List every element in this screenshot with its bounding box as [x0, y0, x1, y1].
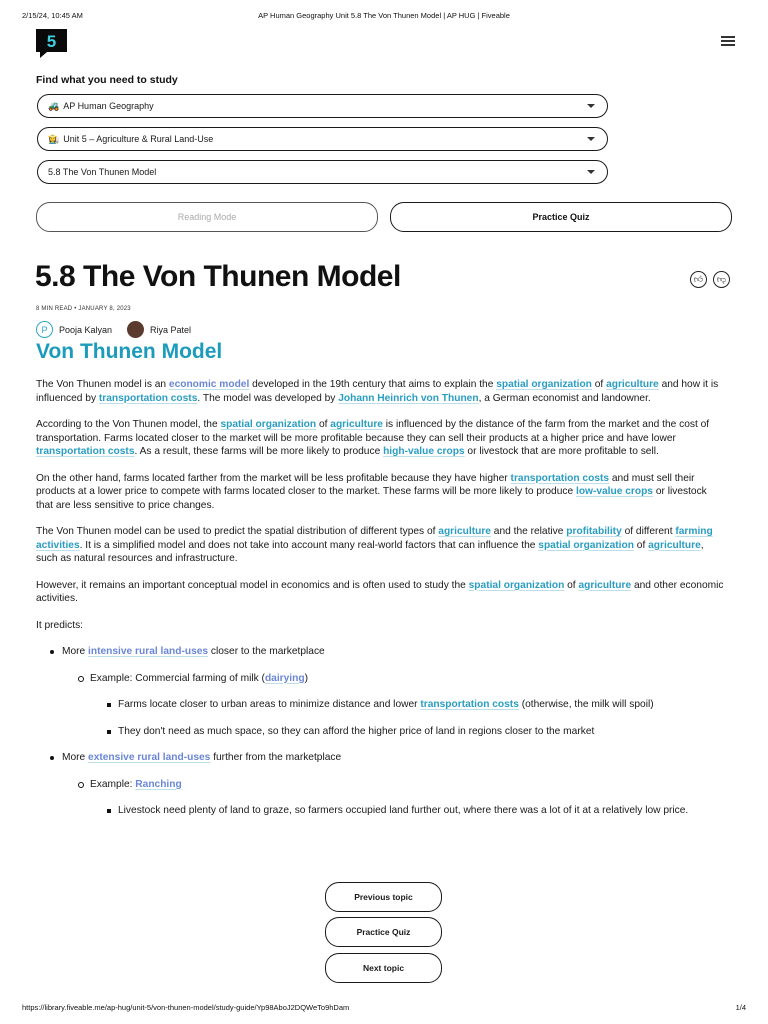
print-url: https://library.fiveable.me/ap-hug/unit-5/von-thunen-model/study-guide/Yp98AboJ2DQWeTo9hDam [22, 1003, 350, 1012]
paragraph: The Von Thunen model can be used to predict the spatial distribution of different types of agriculture and the relative profitability of different farming activities. It is a simplified model and does not take into account many real-world factors that can influence the spatial organization of agriculture, such as natural resources and infrastructure. [36, 526, 713, 564]
keyword-link[interactable]: economic model [168, 379, 250, 390]
article-meta: 8 MIN READ • JANUARY 8, 2023 [36, 306, 131, 312]
logo-text: 5 [46, 32, 57, 51]
keyword-link[interactable]: transportation costs [510, 472, 610, 484]
next-topic-button[interactable]: Next topic [325, 953, 442, 983]
print-footer [0, 1003, 768, 1015]
keyword-link[interactable]: profitability [566, 526, 622, 537]
keyword-link[interactable]: transportation costs [36, 446, 135, 457]
paragraph: According to the Von Thunen model, the spatial organization of agriculture is influenced by the distance of the farm from the market and the cost of transportation. Farms located closer to the market will be more profitable because they can sell their products at a higher price and have lower transportation costs. As a result, these farms will be more likely to produce high-value crops or livestock that are more profitable to sell. [36, 419, 710, 457]
keyword-link[interactable]: spatial organization [220, 419, 317, 430]
paragraph: The Von Thunen model is an economic model developed in the 19th century that aims to explain the spatial organization of agriculture and how it is influenced by transportation costs. The model was developed by Johann Heinrich von Thunen, a German economist and landowner. [36, 379, 719, 404]
keyword-link[interactable]: dairying [264, 672, 305, 684]
print-page-number: 1/4 [735, 1003, 746, 1012]
keyword-link[interactable]: agriculture [578, 579, 632, 591]
avatar [127, 321, 144, 338]
tractor-icon: 🚜 [48, 100, 60, 111]
list-item: Farms locate closer to urban areas to minimize distance and lower transportation costs (otherwise, the milk will spoil) [36, 698, 726, 712]
keyword-link[interactable]: high-value crops [383, 446, 465, 457]
paragraph: On the other hand, farms located farther from the market will be less profitable because they have higher transportation costs and must sell their products at a lower price to compete with farms located closer to the market. These farms will be more likely to produce low-value crops or livestock that are less sensitive to price changes. [36, 472, 707, 511]
keyword-link[interactable]: Ranching [135, 778, 182, 790]
unit-select-value: Unit 5 – Agriculture & Rural Land-Use [63, 134, 214, 144]
keyword-link[interactable]: spatial organization [496, 379, 592, 390]
prediction-list [36, 645, 726, 818]
keyword-link[interactable]: spatial organization [538, 539, 634, 551]
chevron-down-icon [587, 170, 595, 174]
print-header [0, 11, 768, 23]
unit-select[interactable] [37, 127, 608, 151]
paragraph: It predicts: [36, 619, 83, 631]
subject-select[interactable] [37, 94, 608, 118]
keyword-link[interactable]: transportation costs [98, 392, 198, 404]
chevron-down-icon [587, 104, 595, 108]
list-item: Example: Commercial farming of milk (dairying) [36, 672, 726, 686]
page-title: 5.8 The Von Thunen Model [35, 260, 401, 293]
list-item: More extensive rural land-uses further from the marketplace [36, 751, 726, 765]
author-name: Riya Patel [150, 324, 192, 335]
list-item: They don't need as much space, so they can afford the higher price of land in regions closer to the market [36, 725, 726, 739]
previous-topic-button[interactable]: Previous topic [325, 882, 442, 912]
topic-select-value: 5.8 The Von Thunen Model [48, 167, 157, 177]
list-item: More intensive rural land-uses closer to the marketplace [36, 645, 726, 659]
print-doc-title: AP Human Geography Unit 5.8 The Von Thunen Model | AP HUG | Fiveable [258, 11, 510, 20]
avatar: P [36, 321, 53, 338]
author-pooja[interactable] [36, 321, 112, 338]
keyword-link[interactable]: farming activities [36, 526, 713, 551]
keyword-link[interactable]: agriculture [648, 539, 701, 551]
farmer-icon: 👩‍🌾 [48, 133, 60, 144]
topic-select[interactable] [37, 160, 608, 184]
reading-mode-button[interactable]: Reading Mode [36, 202, 378, 232]
article-body [36, 378, 726, 831]
hamburger-icon[interactable] [721, 36, 735, 47]
thumbs-up-icon[interactable]: 👍︎ [690, 271, 707, 288]
keyword-link[interactable]: spatial organization [468, 579, 565, 591]
section-heading: Von Thunen Model [36, 340, 223, 363]
fiveable-logo[interactable] [35, 28, 68, 58]
keyword-link[interactable]: intensive rural land-uses [88, 646, 209, 657]
keyword-link[interactable]: agriculture [606, 379, 659, 390]
study-finder-label: Find what you need to study [36, 74, 178, 86]
keyword-link[interactable]: agriculture [438, 526, 491, 537]
keyword-link[interactable]: extensive rural land-uses [88, 752, 211, 763]
paragraph: However, it remains an important conceptual model in economics and is often used to study the spatial organization of agriculture and other economic activities. [36, 579, 724, 604]
keyword-link[interactable]: low-value crops [575, 486, 653, 497]
author-name: Pooja Kalyan [59, 324, 113, 335]
practice-quiz-button[interactable]: Practice Quiz [325, 917, 442, 947]
list-item: Livestock need plenty of land to graze, so farmers occupied land further out, where there was a lot of it at a relatively low price. [36, 804, 726, 818]
list-item: Example: Ranching [36, 778, 726, 792]
keyword-link[interactable]: transportation costs [420, 699, 519, 710]
chevron-down-icon [587, 137, 595, 141]
print-datetime: 2/15/24, 10:45 AM [22, 11, 83, 20]
keyword-link[interactable]: agriculture [330, 419, 383, 430]
subject-select-value: AP Human Geography [63, 101, 154, 111]
keyword-link[interactable]: Johann Heinrich von Thunen [338, 392, 479, 404]
author-riya[interactable] [127, 321, 191, 338]
practice-quiz-mode-button[interactable]: Practice Quiz [390, 202, 732, 232]
thumbs-down-icon[interactable]: 👎︎ [713, 271, 730, 288]
